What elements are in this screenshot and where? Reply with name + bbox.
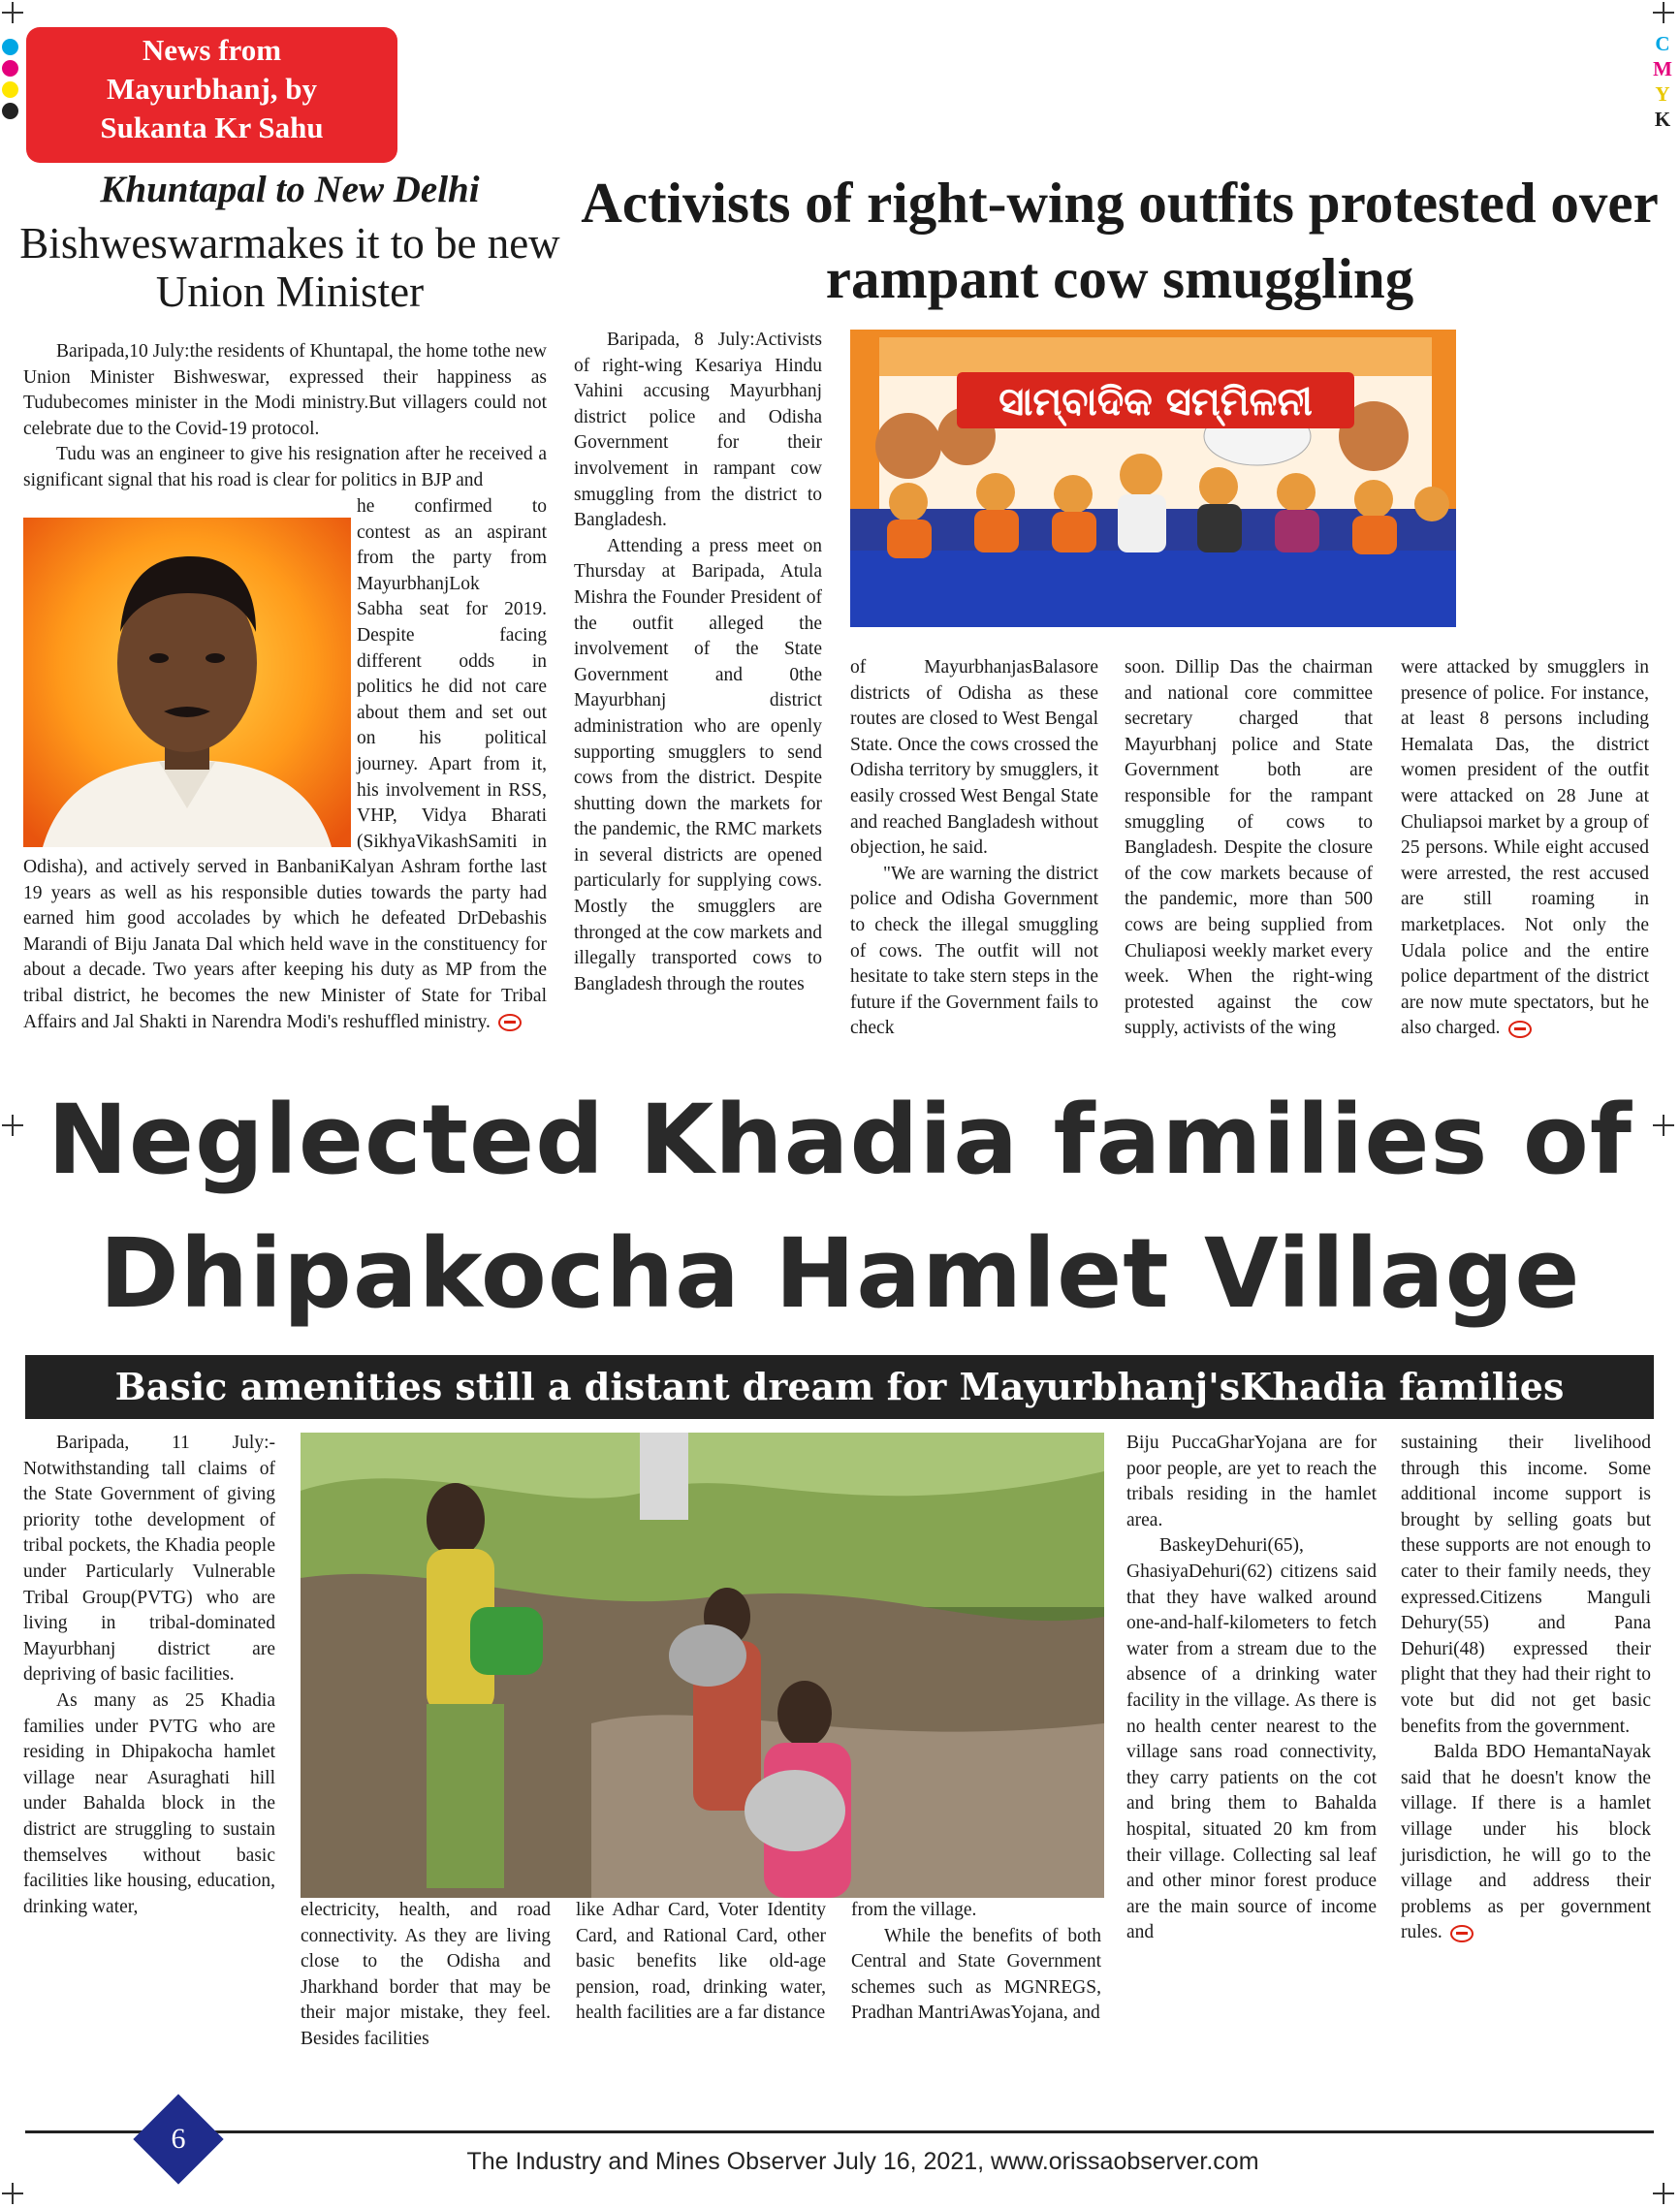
paragraph-text: BaskeyDehuri(65), GhasiyaDehuri(62) citizens said that they have walked around one-and-half-kilometers to fetch water from a stream due to the absence of a drinking water facility in the village. As there is no health center nearest to the village sans road connectivity, they carry patients on the cot and bring them to Bahalda hospital, situated 20 km from their village. Collecting sal leaf and other minor forest produce are the main source of income and: [1126, 1535, 1377, 1943]
cmyk-k: K: [1654, 108, 1671, 131]
banner-text: ସାମ୍ବାଦିକ ସମ୍ମିଳନୀ: [998, 380, 1313, 425]
story1-paragraph: Baripada,10 July:the residents of Khuntapal, the home tothe new Union Minister Bishweswar, expressed their happiness as Tudubecomes minister in the Modi ministry.But villagers could not celebrate due to the Covid-19 protocol.: [23, 341, 547, 439]
story1-paragraph-text: Odisha), and actively served in BanbaniKalyan Ashram forthe last 19 years as well as his responsible duties towards the party had earned him good accolades by which he defeated DrDebashis Marandi of Biju Janata Dal which held wave in the constituency for about a decade. Two years after keeping his duty as MP from the tribal district, he becomes the new Minister of State for Tribal Affairs and Jal Shakti in Narendra Modi's reshuffled ministry.: [23, 857, 547, 1032]
paragraph-text: like Adhar Card, Voter Identity Card, and Rational Card, other basic benefits like old-age pension, road, drinking water, health facilities are a far distance: [576, 1900, 826, 2024]
paragraph: [23, 1431, 275, 1688]
story2-col2: [850, 655, 1098, 1042]
cyan-dot: [2, 39, 18, 55]
story1-wrap-line: he confirmed to: [357, 496, 547, 517]
khadia-women-photo: [301, 1433, 1104, 1898]
story2-col4: [1401, 655, 1649, 1042]
story1-wrap-line: Despite facing: [357, 624, 547, 646]
story1-wrap: [357, 494, 547, 855]
story1-paragraph: Tudu was an engineer to give his resignation after he received a significant signal that his road is clear for politics in BJP and: [23, 444, 547, 490]
story1-paragraph: [23, 855, 547, 1035]
story3-col2: [301, 1898, 551, 2053]
story3-headline-line2: Dhipakocha Hamlet Village: [99, 1218, 1581, 1330]
story3-subhead-banner: Basic amenities still a distant dream for Mayurbhanj'sKhadia families: [25, 1355, 1654, 1419]
paragraph-text: Balda BDO HemantaNayak said that he doesn't know the village. If there is a hamlet village under his block jurisdiction, he will go to the village and address their problems as per government rules.: [1401, 1742, 1651, 1943]
paragraph: [851, 1924, 1101, 2027]
story1-wrap-line: (SikhyaVikashSamiti in: [357, 831, 547, 852]
story1-wrap-line: contest as an aspirant: [357, 521, 547, 543]
story1-wrap-line: politics he did not care: [357, 677, 547, 698]
paragraph-text: Attending a press meet on Thursday at Baripada, Atula Mishra the Founder President of the outfit alleged the involvement of the State Government and 0the Mayurbhanj district administration who are openly supporting smugglers to send cows from the district. Despite shutting down the markets for the pandemic, the RMC markets in several districts are opened particularly for supplying cows. Mostly the smugglers are thronged at the cow markets and illegally transported cows to Bangladesh through the routes: [574, 535, 822, 994]
story2-col1: [574, 328, 822, 997]
badge-line: Sukanta Kr Sahu: [100, 110, 324, 144]
badge-line: News from: [142, 33, 282, 67]
story3-col3: [576, 1898, 826, 2027]
page-number: 6: [171, 2123, 186, 2155]
story3-col4: [851, 1898, 1101, 2027]
story1-wrap-line: about them and set out: [357, 702, 547, 723]
cmyk-y: Y: [1655, 82, 1670, 106]
story2-col3: [1125, 655, 1373, 1042]
paragraph: [851, 1898, 1101, 1924]
paragraph-text: from the village.: [851, 1900, 977, 1920]
paragraph: [576, 1898, 826, 2027]
end-mark-icon: [1450, 1925, 1474, 1942]
paragraph: [23, 1688, 275, 1920]
registration-mark: [1653, 2, 1674, 23]
black-dot: [2, 103, 18, 119]
paragraph-text: "We are warning the district police and Odisha Government to check the illegal smuggling of cows. The outfit will not hesitate to take stern steps in the future if the Government fails to check: [850, 863, 1098, 1039]
footer-rule: [25, 2130, 1654, 2133]
press-meet-photo: [850, 330, 1456, 627]
paragraph-text: While the benefits of both Central and State Government schemes such as MGNREGS, Pradhan MantriAwasYojana, and: [851, 1925, 1101, 2024]
paragraph-text: Baripada, 11 July:-Notwithstanding tall claims of the State Government of giving priority tothe development of tribal pockets, the Khadia people under Particularly Vulnerable Tribal Group(PVTG) who are living in tribal-dominated Mayurbhanj district are depriving of basic facilities.: [23, 1433, 275, 1686]
story3-col5: [1126, 1431, 1377, 1946]
paragraph: [574, 328, 822, 534]
end-mark-icon: [1508, 1021, 1532, 1038]
paragraph-text: were attacked by smugglers in presence of police. For instance, at least 8 persons including Hemalata Das, the district women president of the outfit were attacked on 28 June at Chuliapsoi market by a group of 25 persons. While eight accused were arrested, the rest accused are still roaming in marketplaces. Not only the Udala police and the entire police department of the district are now mute spectators, but he also charged.: [1401, 657, 1649, 1039]
badge-line: Mayurbhanj, by: [106, 72, 318, 106]
story1-wrap-line: on his political: [357, 728, 547, 749]
paragraph-text: As many as 25 Khadia families under PVTG who are residing in Dhipakocha hamlet village near Asuraghati hill under Bahalda block in the district are struggling to sustain themselves without basic facilities like housing, education, drinking water,: [23, 1689, 275, 1917]
yellow-dot: [2, 81, 18, 98]
end-mark-icon: [498, 1014, 522, 1031]
paragraph-text: soon. Dillip Das the chairman and national core committee secretary charged that Mayurbhanj police and State Government both are responsible for the rampant smuggling of cows to Bangladesh. Despite the closure of the cow markets because of the pandemic, more than 500 cows are being supplied from Chuliaposi weekly market every week. When the right-wing protested against the cow supply, activists of the wing: [1125, 657, 1373, 1039]
story3-col6: [1401, 1431, 1651, 1946]
paragraph-text: Baripada, 8 July:Activists of right-wing Kesariya Hindu Vahini accusing Mayurbhanj district police and Odisha Government for their involvement in rampant cow smuggling from the district to Bangladesh.: [574, 330, 822, 531]
paragraph: [1401, 655, 1649, 1042]
story3-col1: [23, 1431, 275, 1920]
cmyk-label: [1648, 31, 1677, 132]
story2-headline: Activists of right-wing outfits protested over rampant cow smuggling: [581, 171, 1659, 310]
story1-body-top: [23, 339, 547, 494]
paragraph: [1126, 1431, 1377, 1533]
paragraph-text: electricity, health, and road connectivity. As they are living close to the Odisha and Jharkhand border that may be their major mistake, they feel. Besides facilities: [301, 1900, 551, 2049]
page-number-diamond: [133, 2094, 224, 2185]
story1-wrap-line: his involvement in RSS,: [357, 779, 547, 801]
paragraph: [1401, 1431, 1651, 1740]
paragraph: [1125, 655, 1373, 1042]
registration-mark: [2, 2183, 23, 2204]
byline-badge: [26, 27, 397, 163]
paragraph: [301, 1898, 551, 2053]
paragraph: [850, 655, 1098, 862]
cmyk-c: C: [1655, 32, 1670, 55]
story1-wrap-line: journey. Apart from it,: [357, 753, 547, 774]
story1-headline: Bishweswarmakes it to be new Union Minister: [19, 219, 560, 316]
paragraph-text: sustaining their livelihood through this income. Some additional income support is brought by selling goats but these supports are not enough to cater to their family needs, they expressed.Citizens Manguli Dehury(55) and Pana Dehuri(48) expressed their plight that they had their right to vote but did not get basic benefits from the government.: [1401, 1433, 1651, 1737]
story1-wrap-line: from the party from: [357, 548, 547, 569]
story1-body-bottom: [23, 855, 547, 1035]
magenta-dot: [2, 60, 18, 77]
story3-headline-line1: Neglected Khadia families of: [48, 1085, 1632, 1196]
paragraph: [850, 862, 1098, 1042]
story1-wrap-line: Sabha seat for 2019.: [357, 599, 547, 620]
paragraph: [1126, 1533, 1377, 1946]
paragraph-text: of MayurbhanjasBalasore districts of Odisha as these routes are closed to West Bengal State. Once the cows crossed the Odisha territory by smugglers, it easily crossed West Bengal State and reached Bangladesh without objection, he said.: [850, 657, 1098, 859]
story1-wrap-line: different odds in: [357, 650, 547, 672]
story1-kicker: Khuntapal to New Delhi: [100, 169, 480, 210]
minister-portrait: [23, 518, 351, 847]
paragraph-text: Biju PuccaGharYojana are for poor people, are yet to reach the tribals residing in the hamlet area.: [1126, 1433, 1377, 1530]
story1-wrap-line: MayurbhanjLok: [357, 573, 480, 594]
paragraph: [1401, 1740, 1651, 1946]
registration-mark: [2, 2, 23, 23]
story1-wrap-line: VHP, Vidya Bharati: [357, 805, 547, 827]
footer-text: The Industry and Mines Observer July 16, 2021, www.orissaobserver.com: [466, 2148, 1259, 2175]
paragraph: [574, 534, 822, 998]
registration-mark: [1653, 2183, 1674, 2204]
cmyk-m: M: [1653, 57, 1672, 80]
